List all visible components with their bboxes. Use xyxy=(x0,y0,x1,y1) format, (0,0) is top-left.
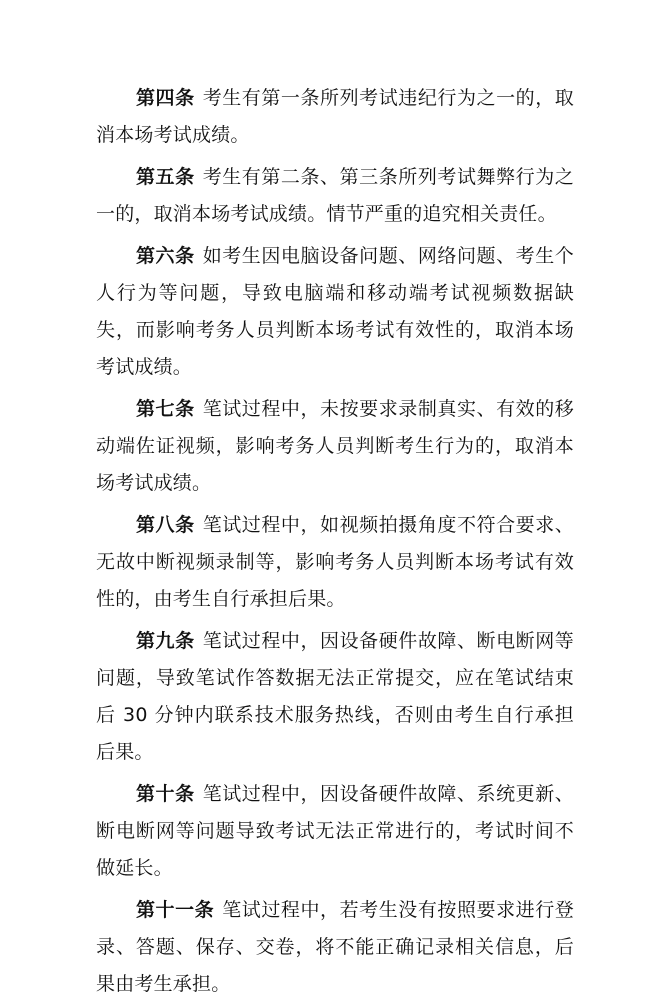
article-6-label: 第六条 xyxy=(136,245,195,267)
article-4-label: 第四条 xyxy=(136,87,195,109)
article-11-text: 笔试过程中，若考生没有按照要求进行登录、答题、保存、交卷，将不能正确记录相关信息，后果由考生承担。 xyxy=(96,899,574,995)
article-11 xyxy=(96,892,574,1003)
article-5-text: 考生有第二条、第三条所列考试舞弊行为之一的，取消本场考试成绩。情节严重的追究相关责任。 xyxy=(96,166,574,225)
article-10-label: 第十条 xyxy=(136,783,195,805)
article-6-text: 如考生因电脑设备问题、网络问题、考生个人行为等问题，导致电脑端和移动端考试视频数据缺失，而影响考务人员判断本场考试有效性的，取消本场考试成绩。 xyxy=(96,245,574,378)
article-8-text: 笔试过程中，如视频拍摄角度不符合要求、无故中断视频录制等，影响考务人员判断本场考试有效性的，由考生自行承担后果。 xyxy=(96,514,574,610)
article-5 xyxy=(96,159,574,233)
article-9 xyxy=(96,623,574,771)
article-9-text: 笔试过程中，因设备硬件故障、断电断网等问题，导致笔试作答数据无法正常提交，应在笔试结束后 30 分钟内联系技术服务热线，否则由考生自行承担后果。 xyxy=(96,630,574,763)
article-4 xyxy=(96,80,574,154)
article-7 xyxy=(96,391,574,502)
article-7-text: 笔试过程中，未按要求录制真实、有效的移动端佐证视频，影响考务人员判断考生行为的，取消本场考试成绩。 xyxy=(96,398,574,494)
article-9-label: 第九条 xyxy=(136,630,195,652)
article-8 xyxy=(96,507,574,618)
article-7-label: 第七条 xyxy=(136,398,195,420)
article-4-text: 考生有第一条所列考试违纪行为之一的，取消本场考试成绩。 xyxy=(96,87,574,146)
article-6 xyxy=(96,238,574,386)
article-5-label: 第五条 xyxy=(136,166,195,188)
article-10-text: 笔试过程中，因设备硬件故障、系统更新、断电断网等问题导致考试无法正常进行的，考试时间不做延长。 xyxy=(96,783,574,879)
article-11-label: 第十一条 xyxy=(136,899,215,921)
document-page xyxy=(96,80,574,1008)
article-8-label: 第八条 xyxy=(136,514,195,536)
article-10 xyxy=(96,776,574,887)
